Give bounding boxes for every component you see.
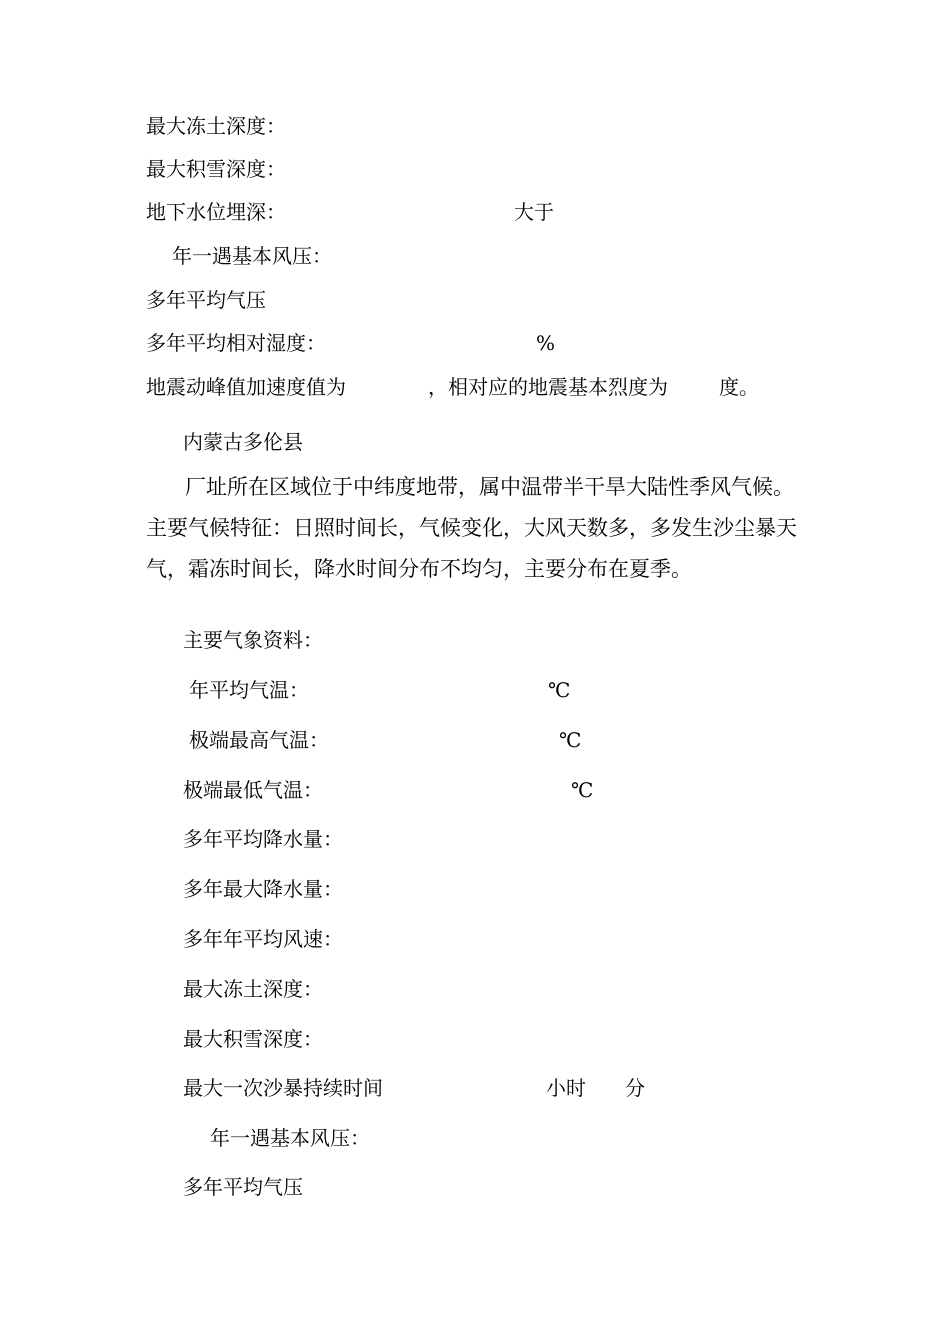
avg-temperature-label: 年平均气温： — [189, 678, 309, 702]
avg-temperature-unit: ℃ — [548, 678, 571, 702]
avg-wind-speed-label: 多年年平均风速： — [183, 927, 343, 951]
relative-humidity-label: 多年平均相对湿度： — [146, 331, 326, 355]
meteorological-data-heading: 主要气象资料： — [183, 628, 323, 652]
min-temperature-unit: ℃ — [571, 778, 594, 802]
wind-pressure-label-2: 年一遇基本风压： — [210, 1126, 370, 1150]
relative-humidity-unit: % — [536, 331, 556, 355]
min-temperature-label: 极端最低气温： — [183, 778, 323, 802]
frozen-soil-depth-label: 最大冻土深度： — [146, 114, 286, 138]
snow-depth-label: 最大积雪深度： — [146, 157, 286, 181]
seismic-intensity-unit: 度。 — [719, 375, 759, 399]
sandstorm-duration-label: 最大一次沙暴持续时间 — [183, 1076, 383, 1100]
air-pressure-label-2: 多年平均气压 — [183, 1175, 303, 1199]
avg-precipitation-label: 多年平均降水量： — [183, 827, 343, 851]
climate-description-paragraph: 厂址所在区域位于中纬度地带，属中温带半干旱大陆性季风气候。主要气候特征：日照时间长，气候变化，大风天数多，多发生沙尘暴天气，霜冻时间长，降水时间分布不均匀，主要分布在夏季。 — [146, 475, 797, 581]
groundwater-depth-label: 地下水位埋深： — [146, 200, 286, 224]
frozen-soil-depth-label-2: 最大冻土深度： — [183, 977, 323, 1001]
sandstorm-hours-unit: 小时 — [546, 1076, 586, 1100]
air-pressure-label: 多年平均气压 — [146, 288, 266, 312]
max-precipitation-label: 多年最大降水量： — [183, 877, 343, 901]
max-temperature-unit: ℃ — [559, 728, 582, 752]
seismic-intensity-label: ，相对应的地震基本烈度为 — [428, 375, 668, 399]
wind-pressure-label: 年一遇基本风压： — [172, 244, 332, 268]
seismic-acceleration-label: 地震动峰值加速度值为 — [146, 375, 346, 399]
section-heading-duolun: 内蒙古多伦县 — [183, 430, 303, 454]
max-temperature-label: 极端最高气温： — [189, 728, 329, 752]
sandstorm-minutes-unit: 分 — [625, 1076, 645, 1100]
snow-depth-label-2: 最大积雪深度： — [183, 1027, 323, 1051]
groundwater-depth-value: 大于 — [514, 200, 554, 224]
